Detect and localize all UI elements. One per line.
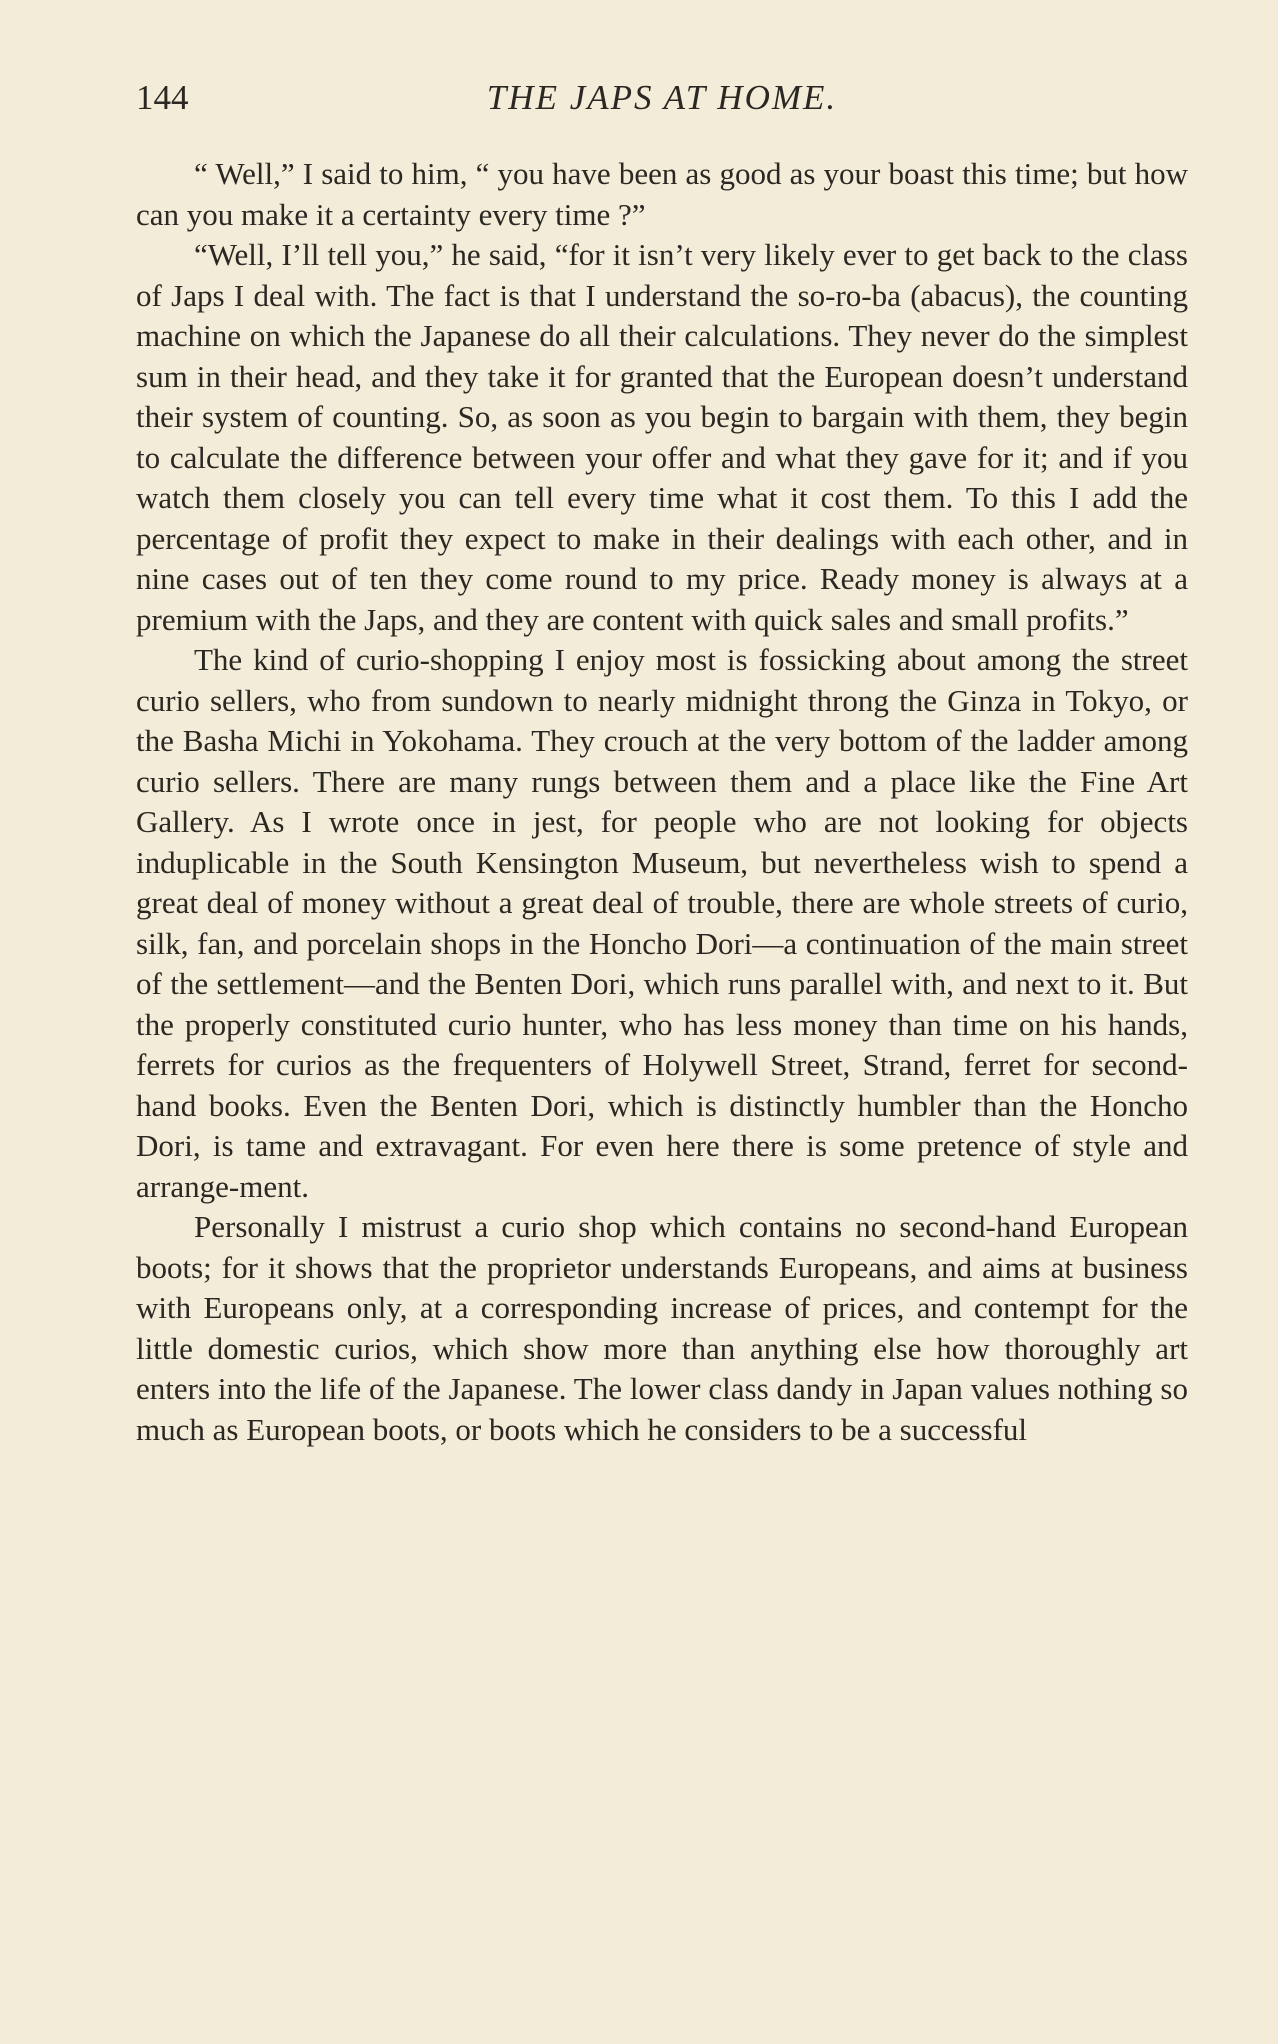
paragraph: Personally I mistrust a curio shop which contains no second-hand European boots; for it shows that the proprietor understands Europeans, and aims at business with Europeans only, at a corresponding increase of prices, and contempt for the little domestic curios, which show more than anything else how thoroughly art enters into the life of the Japanese. The lower class dandy in Japan values nothing so much as European boots, or boots which he considers to be a successful (136, 1209, 1188, 1447)
paragraph: The kind of curio-shopping I enjoy most is fossicking about among the street curio sellers, who from sundown to nearly midnight throng the Ginza in Tokyo, or the Basha Michi in Yokohama. They crouch at the very bottom of the ladder among curio sellers. There are many rungs between them and a place like the Fine Art Gallery. As I wrote once in jest, for people who are not looking for objects induplicable in the South Kensington Museum, but nevertheless wish to spend a great deal of money without a great deal of trouble, there are whole streets of curio, silk, fan, and porcelain shops in the Honcho Dori—a continuation of the main street of the settlement—and the Benten Dori, which runs parallel with, and next to it. But the properly constituted curio hunter, who has less money than time on his hands, ferrets for curios as the frequenters of Holywell Street, Strand, ferret for second-hand books. Even the Benten Dori, which is distinctly humbler than the Honcho Dori, is tame and extravagant. For even here there is some pretence of style and arrange-ment. (136, 642, 1188, 1204)
running-head (136, 70, 1188, 126)
paragraph: “ Well,” I said to him, “ you have been as good as your boast this time; but how can you make it a certainty every time ?” (136, 156, 1188, 232)
page-number: 144 (136, 78, 189, 117)
running-title: THE JAPS AT HOME. (486, 78, 838, 117)
paragraph: “Well, I’ll tell you,” he said, “for it isn’t very likely ever to get back to the class of Japs I deal with. The fact is that I understand the so-ro-ba (abacus), the counting machine on which the Japanese do all their calculations. They never do the simplest sum in their head, and they take it for granted that the European doesn’t understand their system of counting. So, as soon as you begin to bargain with them, they begin to calculate the difference between your offer and what they gave for it; and if you watch them closely you can tell every time what it cost them. To this I add the percentage of profit they expect to make in their dealings with each other, and in nine cases out of ten they come round to my price. Ready money is always at a premium with the Japs, and they are content with quick sales and small profits.” (136, 237, 1188, 637)
body-text (136, 154, 1188, 1450)
book-page (136, 70, 1188, 1450)
